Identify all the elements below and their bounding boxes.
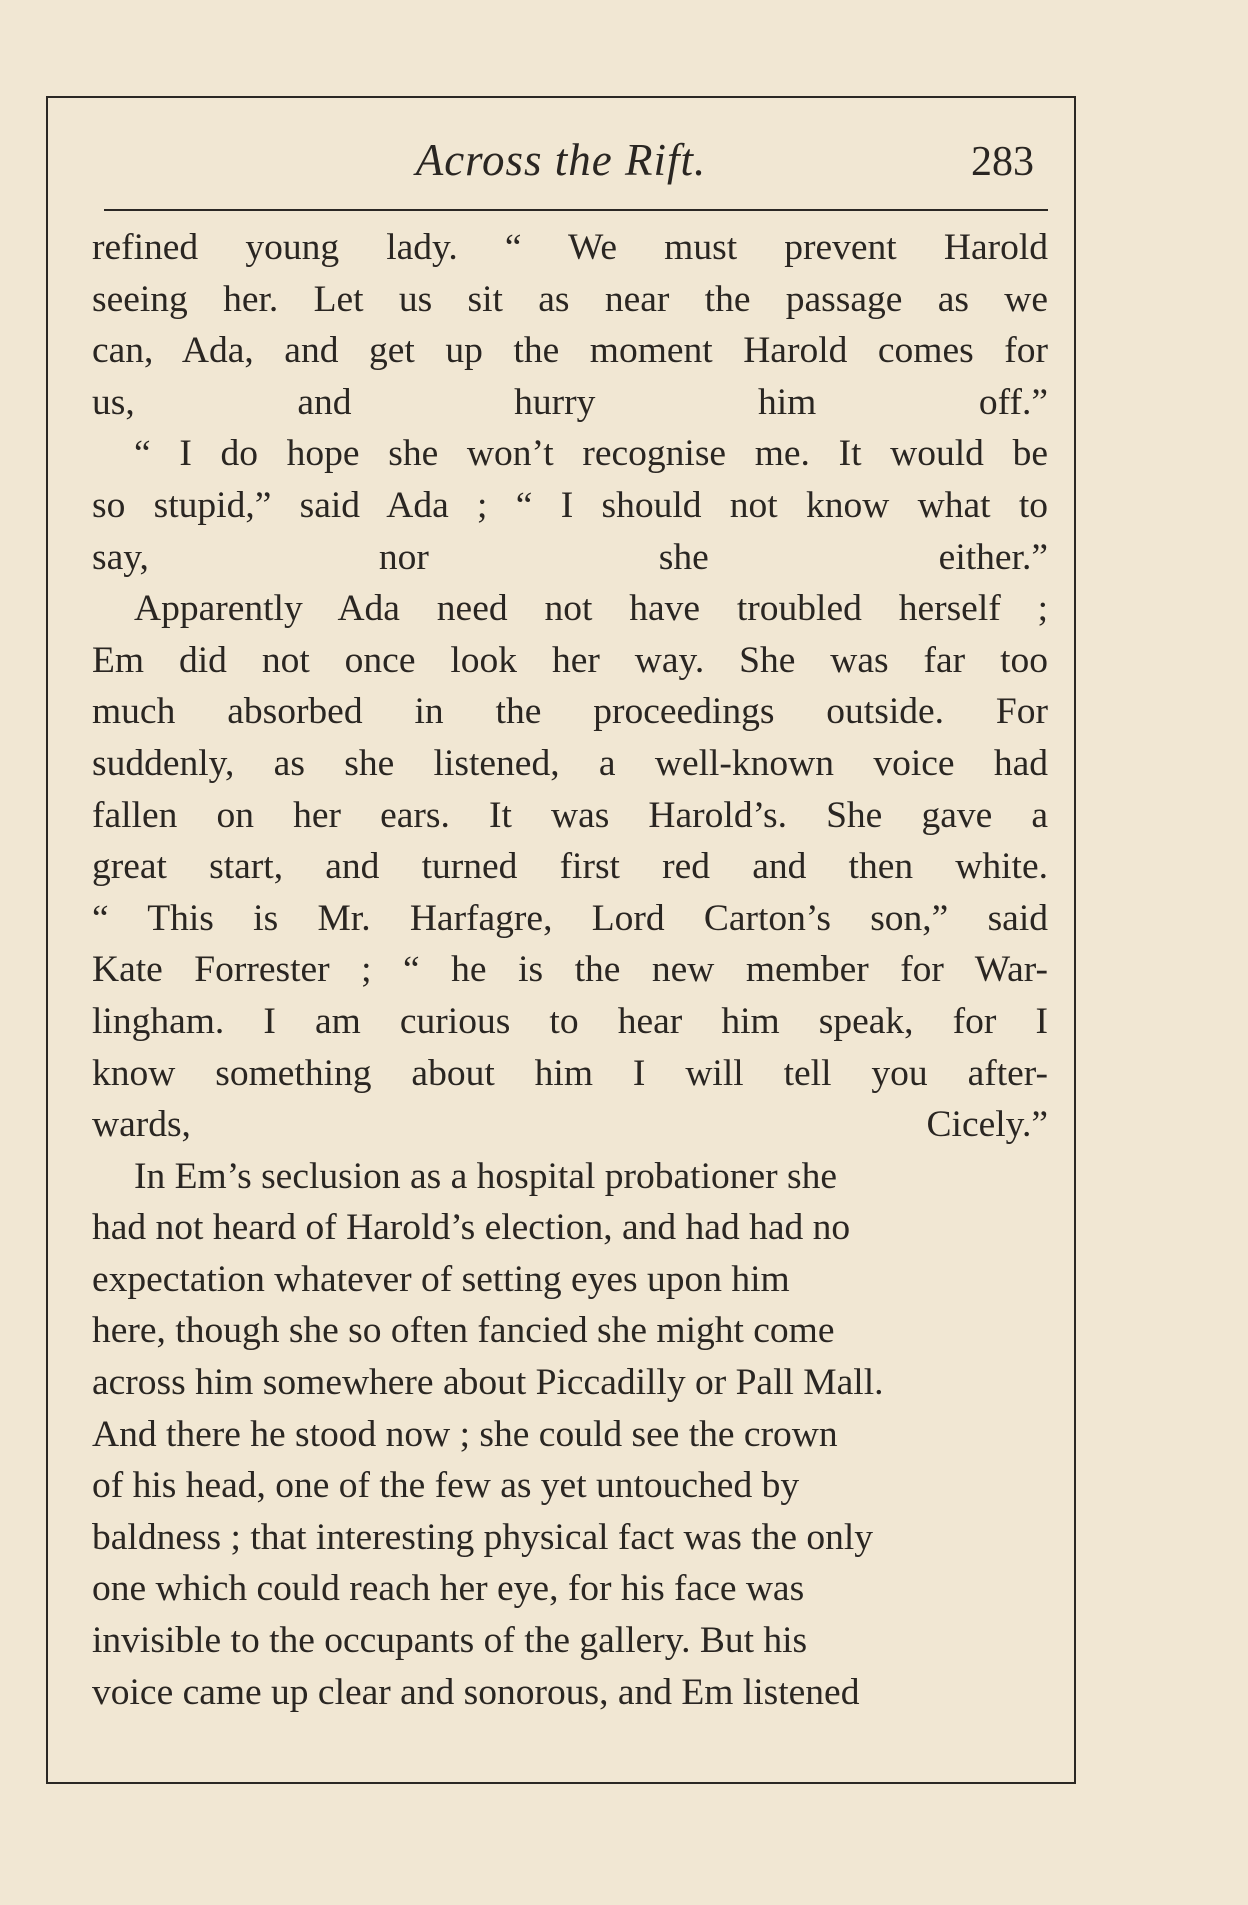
text-line: Kate Forrester ; “ he is the new member for War- <box>92 949 1048 991</box>
text-line: so stupid,” said Ada ; “ I should not know what to <box>92 484 1048 526</box>
text-line: invisible to the occupants of the gallery. But his <box>92 1620 808 1662</box>
text-line: Em did not once look her way. She was far too <box>92 639 1048 681</box>
text-line: say, nor she either.” <box>92 536 1048 578</box>
text-line: And there he stood now ; she could see the crown <box>92 1413 838 1455</box>
text-line: baldness ; that interesting physical fact was the only <box>92 1516 874 1558</box>
running-title: Across the Rift. <box>415 135 707 185</box>
text-line: suddenly, as she listened, a well-known voice had <box>92 742 1048 784</box>
page-frame <box>46 96 1076 1784</box>
text-line: Apparently Ada need not have troubled herself ; <box>134 588 1048 630</box>
text-line: refined young lady. “ We must prevent Harold <box>92 227 1048 268</box>
header-rule <box>104 209 1048 211</box>
text-line: In Em’s seclusion as a hospital probationer she <box>134 1155 837 1197</box>
text-line: expectation whatever of setting eyes upon him <box>92 1258 790 1300</box>
text-line: lingham. I am curious to hear him speak, for I <box>92 1000 1048 1042</box>
text-line: here, though she so often fancied she might come <box>92 1310 835 1352</box>
text-line: voice came up clear and sonorous, and Em listened <box>92 1671 860 1713</box>
text-line: “ I do hope she won’t recognise me. It would be <box>134 433 1048 475</box>
paragraph-2 <box>92 428 1048 583</box>
text-line: of his head, one of the few as yet untouched by <box>92 1465 800 1507</box>
paragraph-1 <box>92 222 1048 428</box>
text-line: had not heard of Harold’s election, and had had no <box>92 1207 851 1249</box>
page-number: 283 <box>971 139 1034 185</box>
text-line: seeing her. Let us sit as near the passage as we <box>92 278 1048 320</box>
body-text <box>92 222 1048 1718</box>
text-line: fallen on her ears. It was Harold’s. She gave a <box>92 794 1048 836</box>
text-line: can, Ada, and get up the moment Harold comes for <box>92 330 1048 372</box>
text-line: wards, Cicely.” <box>92 1104 1048 1146</box>
paragraph-3 <box>92 583 1048 1151</box>
text-line: one which could reach her eye, for his face was <box>92 1568 805 1610</box>
text-line: “ This is Mr. Harfagre, Lord Carton’s son,” said <box>92 897 1048 939</box>
text-line: know something about him I will tell you after- <box>92 1052 1048 1094</box>
text-line: across him somewhere about Piccadilly or Pall Mall. <box>92 1362 884 1404</box>
text-line: us, and hurry him off.” <box>92 381 1048 423</box>
text-line: great start, and turned first red and then white. <box>92 846 1048 888</box>
running-head <box>48 134 1074 194</box>
text-line: much absorbed in the proceedings outside. For <box>92 691 1048 733</box>
paragraph-4 <box>92 1151 1048 1719</box>
